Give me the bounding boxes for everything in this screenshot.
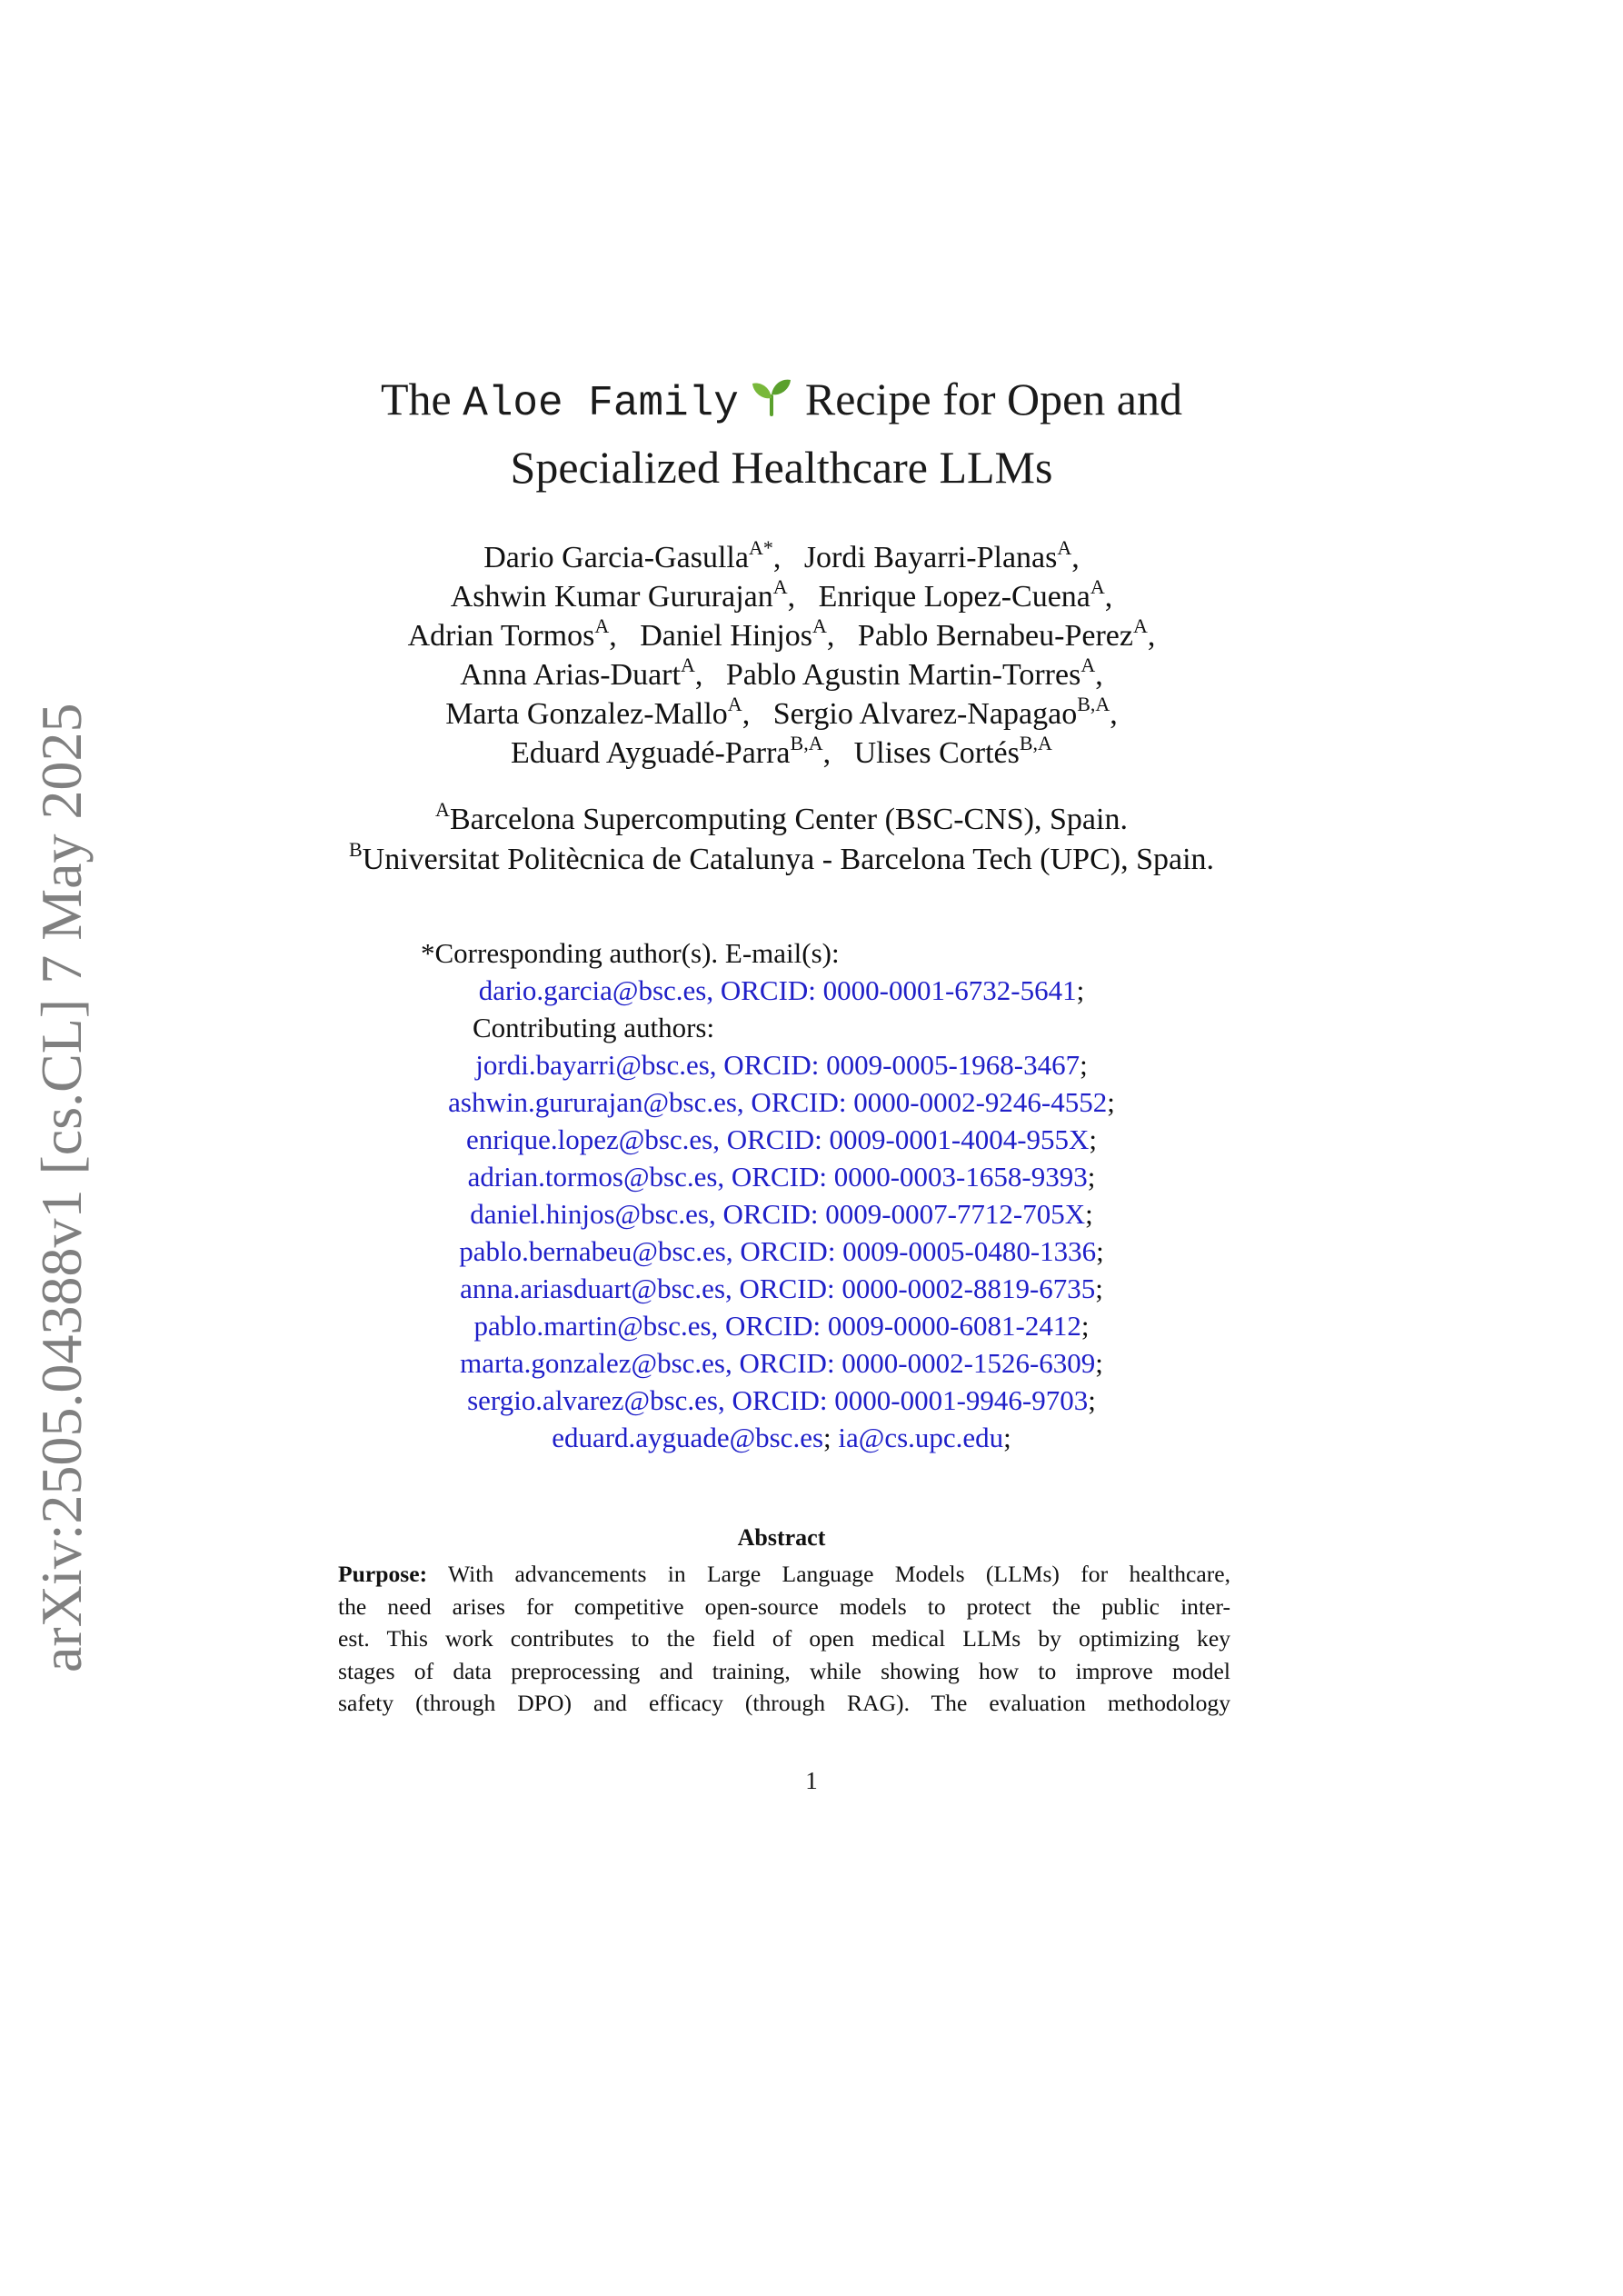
author-affiliation-mark: A xyxy=(1057,536,1072,559)
author-name: Dario Garcia-Gasulla xyxy=(483,541,749,574)
author-name: Eduard Ayguadé-Parra xyxy=(511,736,791,770)
email-link: ia@cs.upc.edu xyxy=(838,1422,1004,1453)
abstract-line: est. This work contributes to the field of open medical LLMs by optimizing key xyxy=(338,1625,1230,1652)
author-line: Eduard Ayguadé-Parra$^{B,A}$, Ulises Cortés$^{B,A}$ xyxy=(511,732,1052,770)
author-name: Sergio Alvarez-Napagao xyxy=(772,697,1078,731)
abstract-line: the need arises for competitive open-source models to protect the public inter- xyxy=(338,1592,1230,1620)
abstract-line: stages of data preprocessing and training, while showing how to improve model xyxy=(338,1657,1230,1684)
author-name: Pablo Bernabeu-Perez xyxy=(857,619,1133,653)
contributor-email[interactable]: pablo.bernabeu@bsc.es, ORCID: 0009-0005-0480-1336; xyxy=(459,1235,1104,1267)
contributor-email[interactable]: pablo.martin@bsc.es, ORCID: 0009-0000-6081-2412; xyxy=(473,1310,1090,1342)
page-number: 1 xyxy=(805,1767,818,1794)
corresponding-email[interactable]: dario.garcia@bsc.es, ORCID: 0000-0001-6732-5641; xyxy=(478,974,1085,1006)
author-affiliation-mark: A xyxy=(680,654,695,676)
author-line: Anna Arias-Duart$^A$, Pablo Agustin Martin-Torres$^A$, xyxy=(460,654,1103,692)
author-affiliation-mark: B,A xyxy=(1077,693,1110,715)
author-affiliation-mark: A xyxy=(727,693,742,715)
contributor-email[interactable]: jordi.bayarri@bsc.es, ORCID: 0009-0005-1968-3467; xyxy=(475,1049,1088,1081)
author-list xyxy=(273,538,1290,773)
author-line: Marta Gonzalez-Mallo$^A$, Sergio Alvarez-Napagao$^{B,A}$, xyxy=(445,693,1118,731)
title-prefix: The xyxy=(380,374,452,424)
author-name: Marta Gonzalez-Mallo xyxy=(445,697,728,731)
author-affiliation-mark: A xyxy=(594,614,610,637)
affiliations xyxy=(273,800,1290,880)
contributor-email[interactable]: daniel.hinjos@bsc.es, ORCID: 0009-0007-7712-705X; xyxy=(470,1198,1093,1230)
author-name: Jordi Bayarri-Planas xyxy=(803,541,1058,574)
contributing-label: Contributing authors: xyxy=(473,1012,715,1043)
author-name: Enrique Lopez-Cuena xyxy=(818,580,1090,614)
author-affiliation-mark: A xyxy=(1132,614,1148,637)
contact-block xyxy=(327,934,1236,1456)
seedling-icon xyxy=(750,374,793,418)
contributor-email[interactable]: ashwin.gururajan@bsc.es, ORCID: 0000-0002-9246-4552; xyxy=(448,1086,1115,1118)
arxiv-side-stamp: arXiv:2505.04388v1 [cs.CL] 7 May 2025 xyxy=(29,703,94,1672)
author-affiliation-mark: A xyxy=(1080,654,1096,676)
author-affiliation-mark: B,A xyxy=(790,732,823,754)
contributing-emails xyxy=(327,1046,1236,1419)
email-link: eduard.ayguade@bsc.es xyxy=(552,1422,824,1453)
contributor-email[interactable]: marta.gonzalez@bsc.es, ORCID: 0000-0002-1526-6309; xyxy=(460,1347,1103,1379)
affiliation-a: $^A$Barcelona Supercomputing Center (BSC-CNS), Spain. xyxy=(435,798,1128,836)
author-line: Ashwin Kumar Gururajan$^A$, Enrique Lopez-Cuena$^A$, xyxy=(450,575,1113,614)
author-affiliation-mark: A xyxy=(772,575,788,598)
contributor-email[interactable]: adrian.tormos@bsc.es, ORCID: 0000-0003-1658-9393; xyxy=(467,1161,1096,1193)
title-line-2: Specialized Healthcare LLMs xyxy=(510,442,1053,493)
title-model-name: Aloe Family xyxy=(463,380,739,427)
author-affiliation-mark: A* xyxy=(748,536,773,559)
author-name: Anna Arias-Duart xyxy=(460,658,681,692)
author-name: Adrian Tormos xyxy=(407,619,595,653)
contributor-email[interactable]: anna.ariasduart@bsc.es, ORCID: 0000-0002-8819-6735; xyxy=(460,1273,1103,1304)
contact-last-line[interactable]: eduard.ayguade@bsc.es; ia@cs.upc.edu; xyxy=(552,1422,1011,1453)
author-affiliation-mark: A xyxy=(812,614,827,637)
author-affiliation-mark: A xyxy=(1090,575,1105,598)
contributor-email[interactable]: sergio.alvarez@bsc.es, ORCID: 0000-0001-9946-9703; xyxy=(467,1384,1096,1416)
corresponding-label: *Corresponding author(s). E-mail(s): xyxy=(421,937,840,969)
title-suffix: Recipe for Open and xyxy=(804,374,1182,424)
author-name: Daniel Hinjos xyxy=(640,619,813,653)
author-name: Ulises Cortés xyxy=(853,736,1020,770)
contributor-email[interactable]: enrique.lopez@bsc.es, ORCID: 0009-0001-4004-955X; xyxy=(465,1123,1098,1155)
author-affiliation-mark: B,A xyxy=(1019,732,1052,754)
abstract-body xyxy=(338,1558,1230,1720)
affiliation-b: $^B$Universitat Politècnica de Catalunya - Barcelona Tech (UPC), Spain. xyxy=(348,838,1215,876)
author-line: Adrian Tormos$^A$, Daniel Hinjos$^A$, Pablo Bernabeu-Perez$^A$, xyxy=(407,614,1156,653)
author-line: Dario Garcia-Gasulla$^{A*}$, Jordi Bayarri-Planas$^A$, xyxy=(483,536,1080,574)
abstract-line: safety (through DPO) and efficacy (through RAG). The evaluation methodology xyxy=(338,1690,1230,1717)
author-name: Pablo Agustin Martin-Torres xyxy=(725,658,1081,692)
author-name: Ashwin Kumar Gururajan xyxy=(450,580,773,614)
abstract-purpose-label: Purpose: xyxy=(338,1561,428,1587)
abstract-heading: Abstract xyxy=(737,1524,826,1551)
paper-title xyxy=(273,367,1290,499)
abstract-line: Purpose: With advancements in Large Language Models (LLMs) for healthcare, xyxy=(338,1561,1230,1587)
